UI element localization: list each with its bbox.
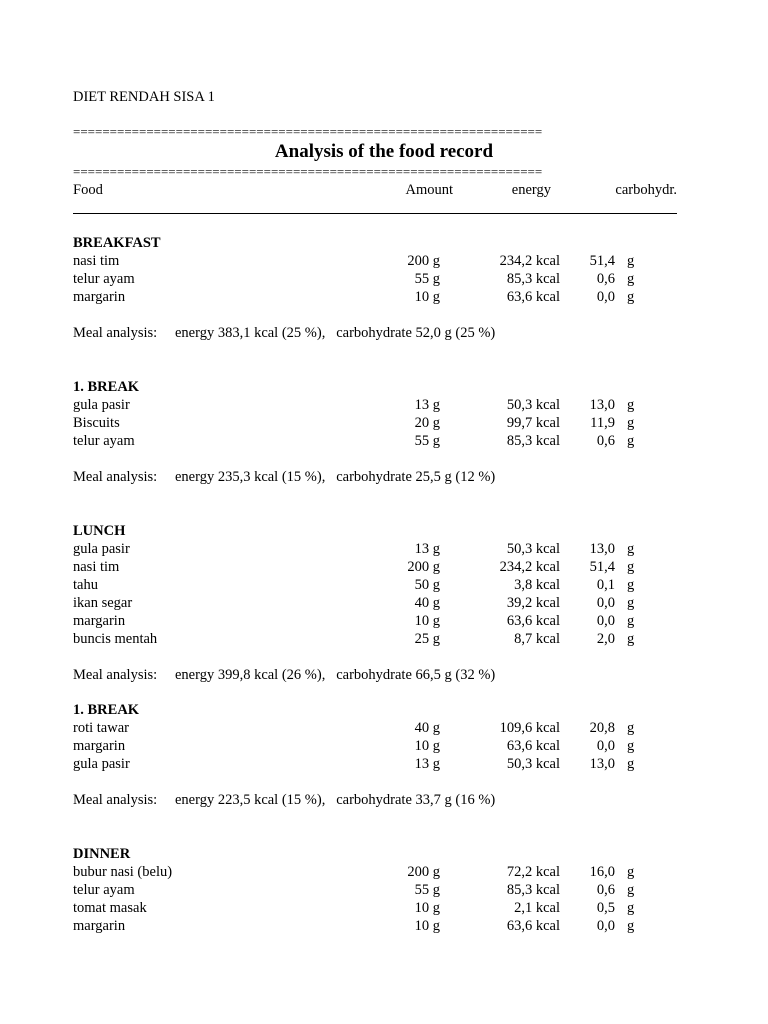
food-carbohydrate: 51,4 <box>589 559 615 575</box>
meal-analysis <box>73 324 495 342</box>
food-row <box>0 252 768 270</box>
meal-carbohydrate: carbohydrate 66,5 g (32 %) <box>336 667 496 683</box>
food-energy: 72,2 kcal <box>506 864 560 880</box>
food-energy: 63,6 kcal <box>506 738 560 754</box>
food-amount: 10 g <box>414 918 440 934</box>
food-row <box>0 270 768 288</box>
food-energy: 63,6 kcal <box>506 289 560 305</box>
food-amount: 40 g <box>414 595 440 611</box>
carbohydrate-unit: g <box>627 756 635 772</box>
column-header-amount: Amount <box>405 182 453 198</box>
food-carbohydrate: 2,0 <box>596 631 615 647</box>
food-name: telur ayam <box>73 271 135 287</box>
food-amount: 55 g <box>414 882 440 898</box>
meal-analysis-label: Meal analysis: <box>73 469 158 485</box>
meal-analysis-label: Meal analysis: <box>73 792 158 808</box>
food-row <box>0 899 768 917</box>
food-row <box>0 881 768 899</box>
meal-energy: energy 399,8 kcal (26 %), <box>175 667 326 683</box>
food-amount: 50 g <box>414 577 440 593</box>
food-energy: 63,6 kcal <box>506 613 560 629</box>
meal-carbohydrate: carbohydrate 33,7 g (16 %) <box>336 792 496 808</box>
food-row <box>0 755 768 773</box>
carbohydrate-unit: g <box>627 415 635 431</box>
food-carbohydrate: 0,1 <box>596 577 615 593</box>
food-carbohydrate: 0,6 <box>596 271 615 287</box>
meal-analysis <box>73 468 495 486</box>
meal-analysis-label: Meal analysis: <box>73 667 158 683</box>
page-heading: Analysis of the food record <box>274 141 494 162</box>
meal-energy: energy 383,1 kcal (25 %), <box>175 325 326 341</box>
food-name: gula pasir <box>73 397 130 413</box>
food-row <box>0 288 768 306</box>
food-carbohydrate: 0,0 <box>596 289 615 305</box>
food-energy: 99,7 kcal <box>506 415 560 431</box>
food-name: telur ayam <box>73 882 135 898</box>
carbohydrate-unit: g <box>627 289 635 305</box>
food-row <box>0 414 768 432</box>
food-name: nasi tim <box>73 559 120 575</box>
food-name: nasi tim <box>73 253 120 269</box>
food-carbohydrate: 0,5 <box>596 900 615 916</box>
food-name: tomat masak <box>73 900 147 916</box>
food-carbohydrate: 11,9 <box>590 415 615 431</box>
carbohydrate-unit: g <box>627 918 635 934</box>
food-amount: 10 g <box>414 613 440 629</box>
food-row <box>0 432 768 450</box>
food-carbohydrate: 0,0 <box>596 595 615 611</box>
food-energy: 50,3 kcal <box>506 541 560 557</box>
meal-carbohydrate: carbohydrate 52,0 g (25 %) <box>336 325 496 341</box>
food-name: ikan segar <box>73 595 133 611</box>
food-carbohydrate: 13,0 <box>589 756 615 772</box>
food-amount: 200 g <box>407 864 440 880</box>
carbohydrate-unit: g <box>627 253 635 269</box>
food-carbohydrate: 0,0 <box>596 738 615 754</box>
food-energy: 2,1 kcal <box>514 900 560 916</box>
meal-analysis-label: Meal analysis: <box>73 325 158 341</box>
food-row <box>0 917 768 935</box>
food-row <box>0 737 768 755</box>
food-name: roti tawar <box>73 720 129 736</box>
food-energy: 3,8 kcal <box>514 577 560 593</box>
meal-analysis <box>73 791 495 809</box>
food-name: tahu <box>73 577 98 593</box>
column-header-food: Food <box>73 182 103 198</box>
food-name: margarin <box>73 289 126 305</box>
food-amount: 10 g <box>414 900 440 916</box>
food-energy: 50,3 kcal <box>506 397 560 413</box>
food-name: margarin <box>73 613 126 629</box>
carbohydrate-unit: g <box>627 720 635 736</box>
column-header-carbohydrate: carbohydr. <box>615 182 677 198</box>
food-energy: 109,6 kcal <box>499 720 560 736</box>
food-row <box>0 558 768 576</box>
carbohydrate-unit: g <box>627 864 635 880</box>
food-name: Biscuits <box>73 415 120 431</box>
section-title: BREAKFAST <box>73 235 161 251</box>
food-amount: 55 g <box>414 433 440 449</box>
food-row <box>0 863 768 881</box>
food-name: gula pasir <box>73 541 130 557</box>
food-carbohydrate: 0,0 <box>596 613 615 629</box>
food-energy: 85,3 kcal <box>506 271 560 287</box>
food-row <box>0 719 768 737</box>
food-carbohydrate: 0,6 <box>596 882 615 898</box>
food-carbohydrate: 0,6 <box>596 433 615 449</box>
header-underline <box>73 213 677 214</box>
food-amount: 13 g <box>414 756 440 772</box>
food-amount: 20 g <box>414 415 440 431</box>
food-row <box>0 576 768 594</box>
meal-energy: energy 235,3 kcal (15 %), <box>175 469 326 485</box>
section-title: DINNER <box>73 846 131 862</box>
column-header-energy: energy <box>511 182 551 198</box>
food-name: margarin <box>73 738 126 754</box>
food-name: gula pasir <box>73 756 130 772</box>
food-amount: 200 g <box>407 253 440 269</box>
food-row <box>0 594 768 612</box>
carbohydrate-unit: g <box>627 541 635 557</box>
food-carbohydrate: 20,8 <box>589 720 615 736</box>
food-energy: 85,3 kcal <box>506 882 560 898</box>
document-title: DIET RENDAH SISA 1 <box>73 89 215 105</box>
food-amount: 55 g <box>414 271 440 287</box>
food-energy: 8,7 kcal <box>514 631 560 647</box>
food-amount: 10 g <box>414 289 440 305</box>
food-carbohydrate: 51,4 <box>589 253 615 269</box>
food-name: bubur nasi (belu) <box>73 864 173 880</box>
food-carbohydrate: 16,0 <box>589 864 615 880</box>
meal-carbohydrate: carbohydrate 25,5 g (12 %) <box>336 469 496 485</box>
food-energy: 234,2 kcal <box>499 559 560 575</box>
carbohydrate-unit: g <box>627 613 635 629</box>
carbohydrate-unit: g <box>627 397 635 413</box>
food-energy: 234,2 kcal <box>499 253 560 269</box>
double-rule-top: ================================================================ <box>73 124 543 139</box>
food-carbohydrate: 0,0 <box>596 918 615 934</box>
food-carbohydrate: 13,0 <box>589 541 615 557</box>
carbohydrate-unit: g <box>627 595 635 611</box>
carbohydrate-unit: g <box>627 577 635 593</box>
carbohydrate-unit: g <box>627 631 635 647</box>
food-energy: 39,2 kcal <box>506 595 560 611</box>
carbohydrate-unit: g <box>627 882 635 898</box>
food-row <box>0 630 768 648</box>
meal-analysis <box>73 666 495 684</box>
food-row <box>0 396 768 414</box>
carbohydrate-unit: g <box>627 738 635 754</box>
carbohydrate-unit: g <box>627 559 635 575</box>
double-rule-bottom: ================================================================ <box>73 164 543 179</box>
food-amount: 40 g <box>414 720 440 736</box>
section-title: 1. BREAK <box>73 379 140 395</box>
food-amount: 13 g <box>414 541 440 557</box>
food-row <box>0 540 768 558</box>
food-amount: 25 g <box>414 631 440 647</box>
carbohydrate-unit: g <box>627 271 635 287</box>
food-name: margarin <box>73 918 126 934</box>
food-energy: 63,6 kcal <box>506 918 560 934</box>
meal-energy: energy 223,5 kcal (15 %), <box>175 792 326 808</box>
food-name: buncis mentah <box>73 631 158 647</box>
food-amount: 200 g <box>407 559 440 575</box>
carbohydrate-unit: g <box>627 900 635 916</box>
section-title: LUNCH <box>73 523 126 539</box>
food-amount: 13 g <box>414 397 440 413</box>
section-title: 1. BREAK <box>73 702 140 718</box>
food-row <box>0 612 768 630</box>
food-carbohydrate: 13,0 <box>589 397 615 413</box>
carbohydrate-unit: g <box>627 433 635 449</box>
food-name: telur ayam <box>73 433 135 449</box>
food-energy: 50,3 kcal <box>506 756 560 772</box>
food-energy: 85,3 kcal <box>506 433 560 449</box>
food-amount: 10 g <box>414 738 440 754</box>
